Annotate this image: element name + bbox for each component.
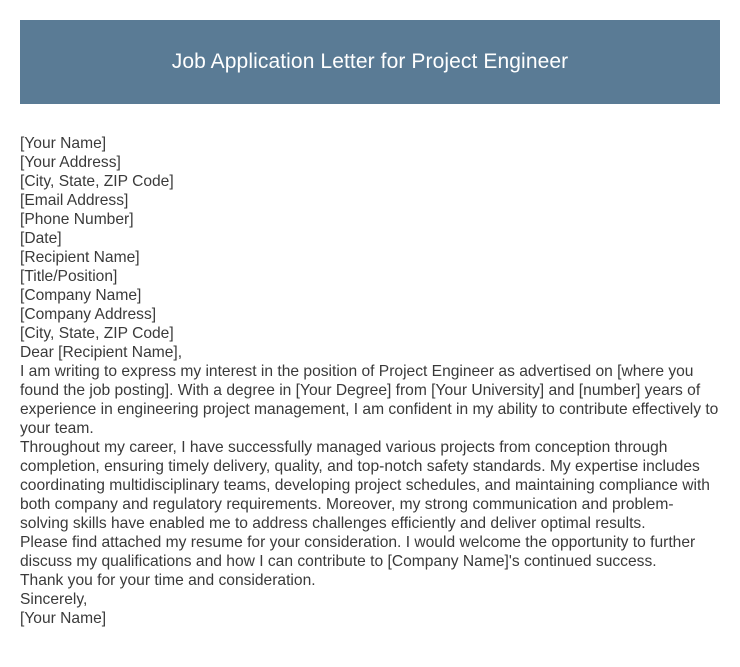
title-banner (20, 20, 720, 104)
sender-block (20, 134, 722, 248)
paragraph-resume: Please find attached my resume for your consideration. I would welcome the opportunity to further discuss my qualifications and how I can contribute to [Company Name]'s continued success. (20, 534, 696, 570)
paragraph-intro: I am writing to express my interest in the position of Project Engineer as advertised on [where you found the job posting]. With a degree in [Your Degree] from [Your University] and [number] years of experience in engineering project management, I am confident in my ability to contribute effectively to your team. (20, 363, 719, 437)
recipient-address: [Company Address] (20, 306, 157, 323)
page-title: Job Application Letter for Project Engineer (171, 50, 569, 73)
letter-body (20, 134, 722, 628)
salutation: Dear [Recipient Name], (20, 344, 183, 361)
sender-name: [Your Name] (20, 135, 107, 152)
recipient-city-state-zip: [City, State, ZIP Code] (20, 325, 174, 342)
letter-date: [Date] (20, 230, 62, 247)
sender-phone: [Phone Number] (20, 211, 134, 228)
paragraph-experience: Throughout my career, I have successfully managed various projects from conception through completion, ensuring timely delivery, quality, and top-notch safety standards. My expertise includes coordinating multidisciplinary teams, developing project schedules, and maintaining compliance with both company and regulatory requirements. Moreover, my strong communication and problem-solving skills have enabled me to address challenges efficiently and deliver optimal results. (20, 439, 710, 532)
closing: Sincerely, (20, 591, 88, 608)
recipient-name: [Recipient Name] (20, 249, 140, 266)
recipient-company: [Company Name] (20, 287, 142, 304)
recipient-title: [Title/Position] (20, 268, 118, 285)
recipient-block (20, 248, 722, 343)
sender-address: [Your Address] (20, 154, 121, 171)
sender-city-state-zip: [City, State, ZIP Code] (20, 173, 174, 190)
paragraph-thanks: Thank you for your time and consideration. (20, 572, 316, 589)
sender-email: [Email Address] (20, 192, 129, 209)
signature: [Your Name] (20, 610, 107, 627)
